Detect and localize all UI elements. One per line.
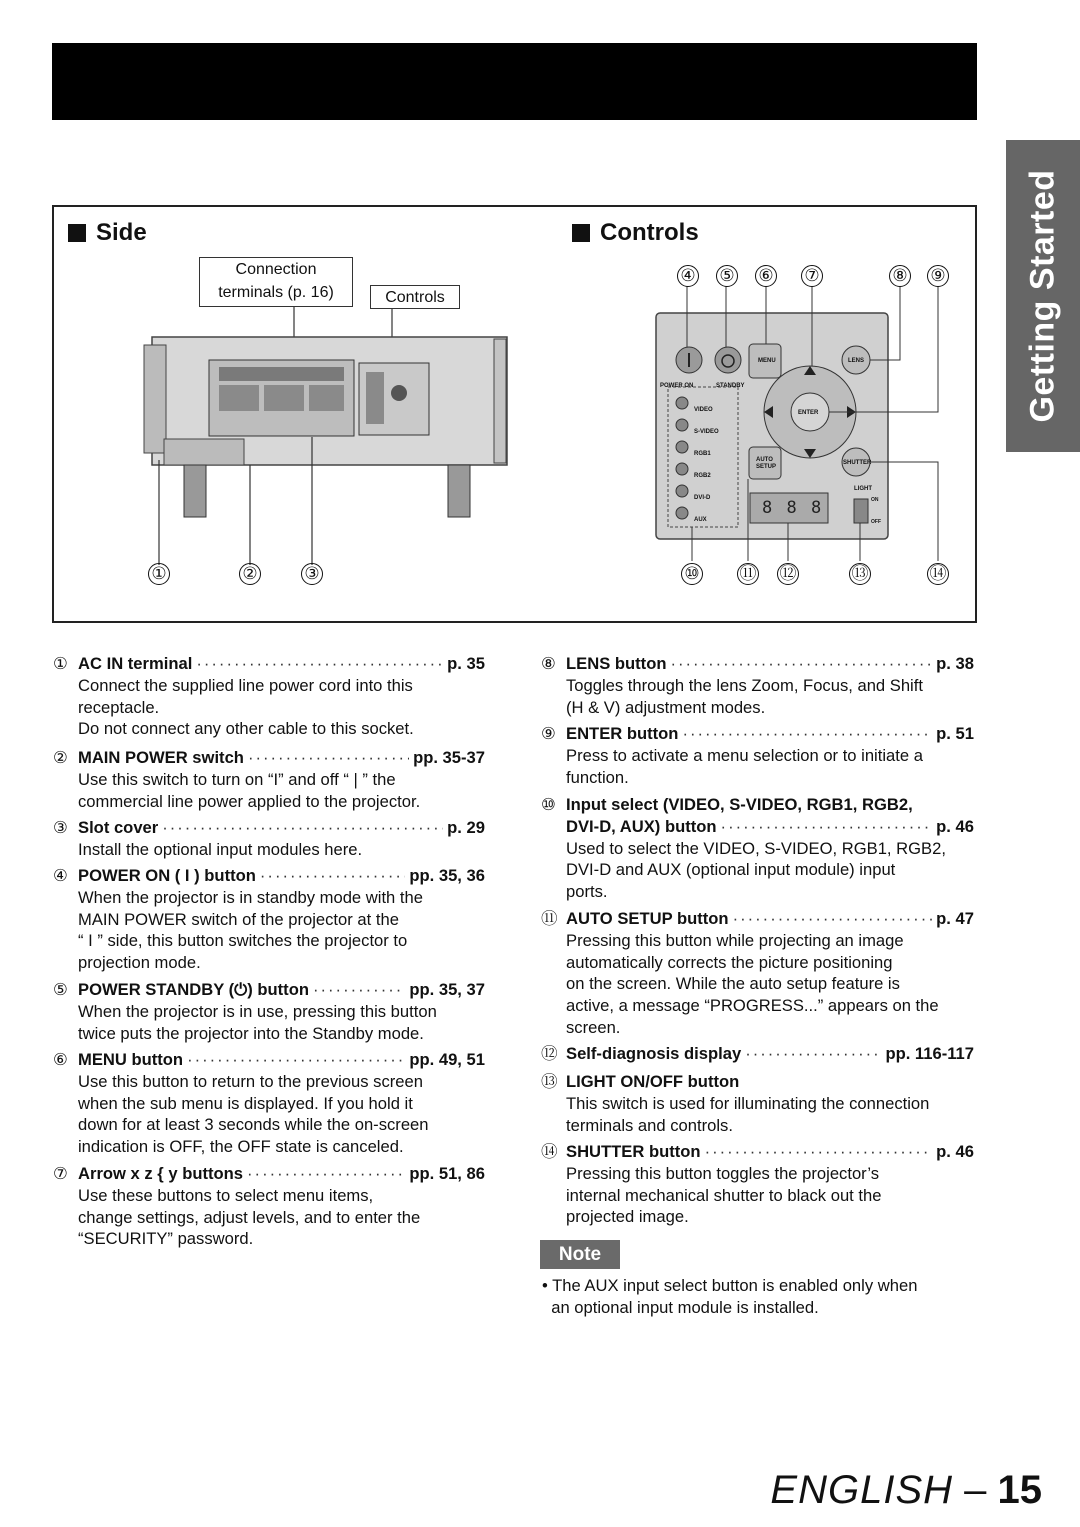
header-bar: [52, 43, 977, 120]
callout-number-11: ⑪: [737, 563, 759, 585]
side-heading: Side: [68, 219, 147, 247]
section-tab: [1006, 140, 1080, 452]
input-aux-button[interactable]: AUX: [694, 517, 707, 523]
item-power-on-button: ④ POWER ON ( I ) button ····· pp. 35, 36 When the projector is in standby mode with the MAIN POWER switch of the projector at the “ I ” side, this button switches the projector to projection mode.: [53, 865, 485, 974]
callout-controls: Controls: [370, 285, 460, 309]
shutter-button[interactable]: SHUTTER: [843, 460, 872, 466]
item-enter-button: ⑨ ENTER button ····· p. 51 Press to activate a menu selection or to initiate a function.: [541, 723, 974, 788]
menu-button[interactable]: MENU: [758, 358, 776, 364]
item-auto-setup-button: ⑪ AUTO SETUP button ····· p. 47 Pressing this button while projecting an image automatically corrects the picture positioning on the screen. While the auto setup feature is active, a message “PROGRESS...” appears on the screen.: [541, 908, 974, 1039]
item-arrow-buttons: ⑦ Arrow x z { y buttons ····· pp. 51, 86 Use these buttons to select menu items, change settings, adjust levels, and to enter the “SECURITY” password.: [53, 1163, 485, 1250]
light-label: LIGHT: [854, 486, 872, 492]
item-shutter-button: ⑭ SHUTTER button ····· p. 46 Pressing this button toggles the projector’s internal mechanical shutter to black out the projected image.: [541, 1141, 974, 1228]
input-video-button[interactable]: VIDEO: [694, 407, 713, 413]
controls-heading: Controls: [572, 219, 699, 247]
control-panel-illustration: [54, 207, 975, 621]
callout-number-9: ⑨: [927, 265, 949, 287]
callout-connection-terminals: Connection terminals (p. 16): [199, 257, 353, 307]
input-select-list: [694, 399, 719, 531]
footer-dash: –: [953, 1468, 998, 1512]
input-rgb1-button[interactable]: RGB1: [694, 451, 711, 457]
item-main-power-switch: ② MAIN POWER switch ····· pp. 35-37 Use this switch to turn on “I” and off “ | ” the commercial line power applied to the projector.: [53, 747, 485, 812]
item-power-standby-button: ⑤ POWER STANDBY (⏻) button ····· pp. 35, 37 When the projector is in use, pressing this button twice puts the projector into the Standby mode.: [53, 979, 485, 1044]
callout-number-8: ⑧: [889, 265, 911, 287]
callout-number-14: ⑭: [927, 563, 949, 585]
input-rgb2-button[interactable]: RGB2: [694, 473, 711, 479]
enter-button[interactable]: ENTER: [798, 410, 819, 416]
callout-number-5: ⑤: [716, 265, 738, 287]
page-footer: [770, 1468, 1042, 1513]
lens-button[interactable]: LENS: [848, 358, 865, 364]
item-self-diagnosis-display: ⑫ Self-diagnosis display ····· pp. 116-117: [541, 1043, 974, 1065]
page-number: 15: [997, 1468, 1042, 1512]
item-ac-in-terminal: ① AC IN terminal ····· p. 35 Connect the supplied line power cord into this receptacle. Do not connect any other cable to this socket.: [53, 653, 485, 740]
footer-language: ENGLISH: [770, 1468, 954, 1512]
power-on-label: POWER ON: [660, 383, 694, 389]
callout-number-2: ②: [239, 563, 261, 585]
item-menu-button: ⑥ MENU button ····· pp. 49, 51 Use this button to return to the previous screen when the sub menu is displayed. If you hold it down for at least 3 seconds while the on-screen indication is OFF, the OFF state is canceled.: [53, 1049, 485, 1158]
callout-number-3: ③: [301, 563, 323, 585]
input-s-video-button[interactable]: S-VIDEO: [694, 429, 719, 435]
note-label: Note: [540, 1240, 620, 1269]
callout-number-12: ⑫: [777, 563, 799, 585]
item-lens-button: ⑧ LENS button ····· p. 38 Toggles through the lens Zoom, Focus, and Shift (H & V) adjustment modes.: [541, 653, 974, 718]
item-slot-cover: ③ Slot cover ····· p. 29 Install the optional input modules here.: [53, 817, 485, 861]
item-light-button: ⑬ LIGHT ON/OFF button This switch is used for illuminating the connection terminals and controls.: [541, 1072, 930, 1135]
light-on-label: ON: [871, 497, 879, 503]
auto-setup-button[interactable]: AUTO SETUP: [756, 457, 777, 470]
callout-number-1: ①: [148, 563, 170, 585]
input-dvi-d-button[interactable]: DVI-D: [694, 495, 711, 501]
callout-number-10: ⑩: [681, 563, 703, 585]
figure-box: [52, 205, 977, 623]
light-off-label: OFF: [871, 519, 881, 525]
callout-number-6: ⑥: [755, 265, 777, 287]
note-text: • The AUX input select button is enabled only when an optional input module is installed.: [542, 1276, 918, 1317]
self-diagnosis-display: 8 8 8: [762, 498, 824, 518]
callout-number-7: ⑦: [801, 265, 823, 287]
section-tab-label: Getting Started: [1023, 169, 1062, 423]
callout-number-13: ⑬: [849, 563, 871, 585]
item-input-select: ⑩ Input select (VIDEO, S-VIDEO, RGB1, RGB2, DVI-D, AUX) button ····· p. 46 Used to select the VIDEO, S-VIDEO, RGB1, RGB2, DVI-D and AUX (optional input module) input ports.: [541, 794, 974, 903]
callout-number-4: ④: [677, 265, 699, 287]
standby-label: STANDBY: [716, 383, 745, 389]
